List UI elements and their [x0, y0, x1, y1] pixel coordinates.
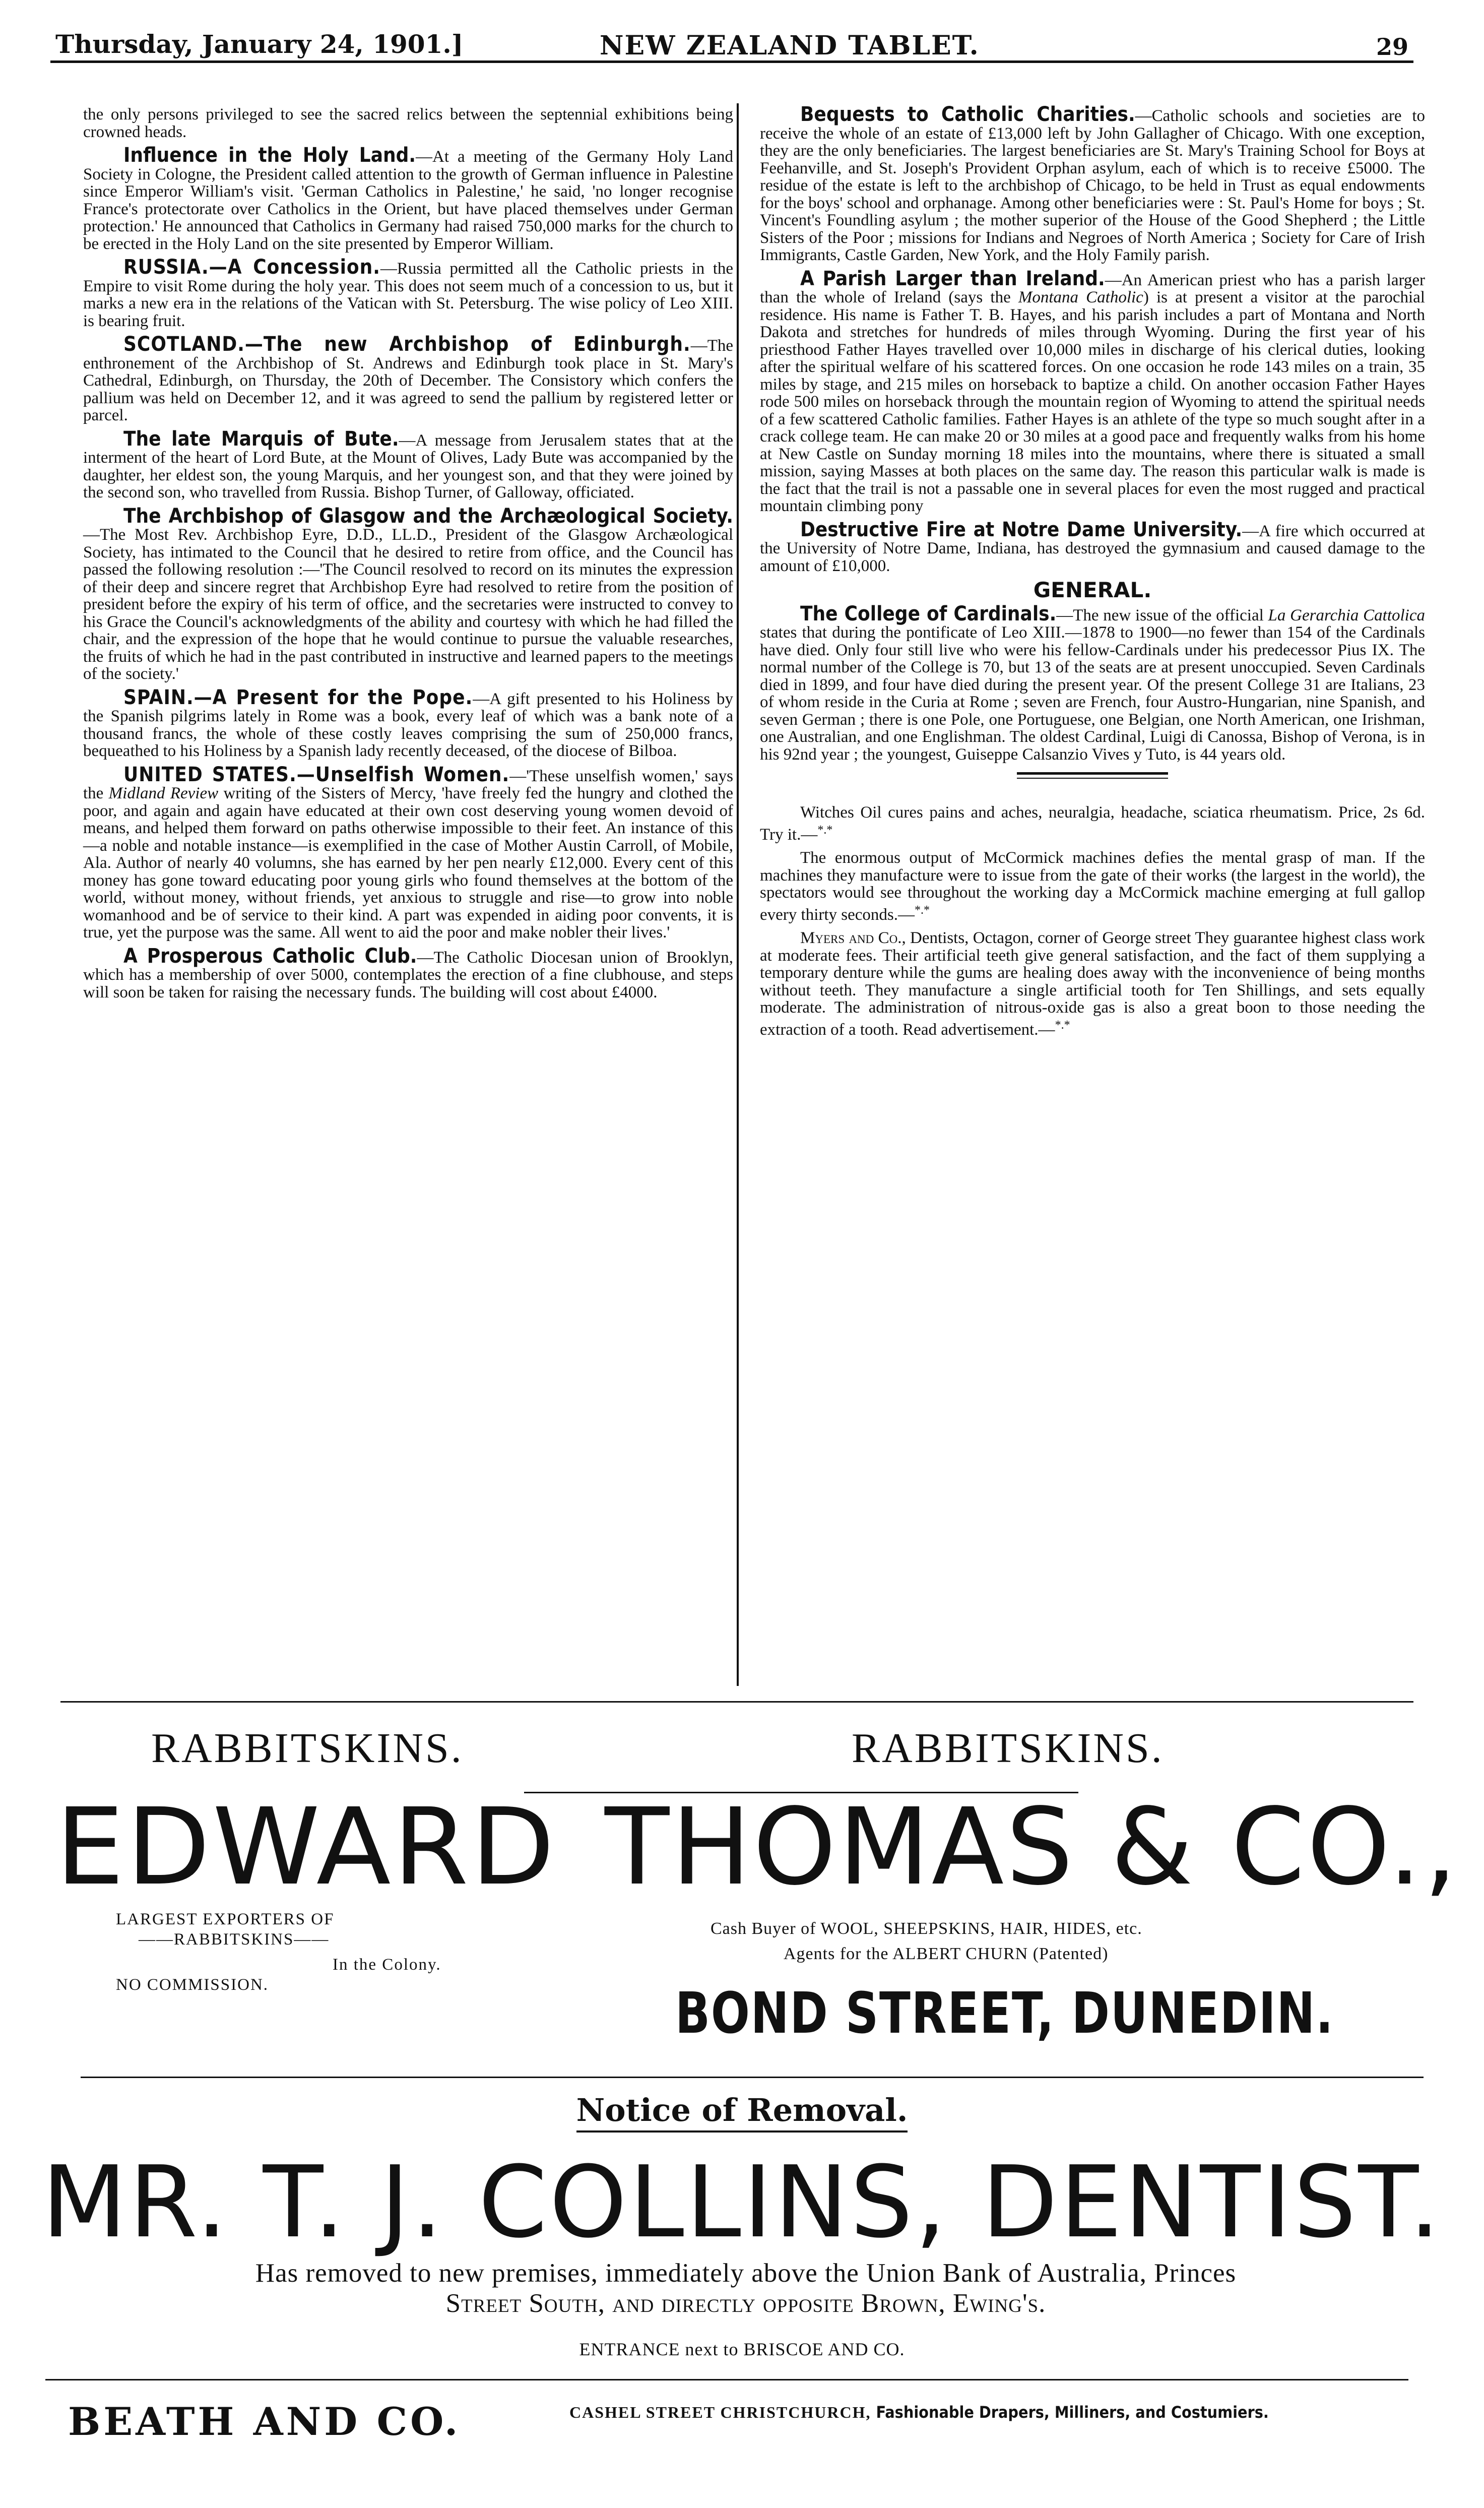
- article-bequests: Bequests to Catholic Charities.—Catholic schools and societies are to receive the whole of an estate of £13,000 left by John Gallagher of Chicago. With one exception, they are the only beneficiaries. The largest beneficiaries are St. Mary's Training School for Boys at Feehanville, and St. Joseph's Provident Orphan asylum, each of which is to receive £5000. The residue of the estate is left to the archbishop of Chicago, to be held in Trust as equal endowments for the boys' school and orphanage. Among other beneficiaries were : St. Paul's Home for boys ; St. Vincent's Foundling asylum ; the mother superior of the House of the Good Shepherd ; the Little Sisters of the Poor ; missions for Indians and Negroes of North America ; Society for Care of Irish Immigrants, Castle Garden, New York, and the Holy Family parish.: [760, 103, 1425, 264]
- advert-collins-dentist: MR. T. J. COLLINS, DENTIST.: [41, 2145, 1443, 2260]
- advert-colony: In the Colony.: [333, 1956, 441, 1974]
- page-number: 29: [1376, 33, 1408, 60]
- advert-bottom-rule: [45, 2379, 1408, 2380]
- article-marquis-bute: The late Marquis of Bute.—A message from Jerusalem states that at the interment of the heart of Lord Bute, at the Mount of Olives, Lady Bute was accompanied by the daughter, her eldest son, the young Marquis, and her youngest son, and that they were joined by the second son, who travelled from Russia. Bishop Turner, of Galloway, officiated.: [83, 427, 733, 501]
- advert-cash-buyer: Cash Buyer of WOOL, SHEEPSKINS, HAIR, HIDES, etc.: [711, 1919, 1142, 1938]
- issue-date: Thursday, January 24, 1901.]: [55, 29, 464, 59]
- article-continuation: the only persons privileged to see the sacred relics between the septennial exhibitions being crowned heads.: [83, 105, 733, 141]
- advert-notice-heading: Notice of Removal.: [0, 2092, 1484, 2128]
- advert-exporters-line2: ——RABBITSKINS——: [139, 1930, 330, 1949]
- advert-thomas-co: THOMAS & CO.,: [605, 1785, 1459, 1909]
- advert-exporters-line1: LARGEST EXPORTERS OF: [116, 1910, 335, 1928]
- advert-rule: [81, 2077, 1424, 2078]
- article-notre-dame-fire: Destructive Fire at Notre Dame University.—A fire which occurred at the University of Notre Dame, Indiana, has destroyed the gymnasium and caused damage to the amount of £10,000.: [760, 518, 1426, 575]
- advert-beath-address: CASHEL STREET CHRISTCHURCH, Fashionable Drapers, Milliners, and Costumiers.: [569, 2403, 1269, 2422]
- article-holy-land: Influence in the Holy Land.—At a meeting of the Germany Holy Land Society in Cologne, the President called attention to the growth of German influence in Palestine since Emperor William's visit. 'German Catholics in Palestine,' he said, 'no longer recognise France's protectorate over Catholics in the Orient, but have placed themselves under German protection.' He announced that Catholics in Germany had raised 750,000 marks for the church to be erected in the Holy Land on the site presented by Emperor William.: [83, 144, 733, 253]
- article-united-states: UNITED STATES.—Unselfish Women.—'These unselfish women,' says the Midland Review writing of the Sisters of Mercy, 'have freely fed the hungry and clothed the poor, and again and again have educated at their own cost deserving young women devoid of means, and helped them forward on paths otherwise impossible to their feet. An instance of this—a noble and notable instance—is exemplified in the case of Mother Austin Carroll, of Mobile, Ala. Author of nearly 40 volumns, she has earned by her pen nearly £12,000. Every cent of this money has gone toward educating poor young girls who found themselves at the bottom of the world, without money, without friends, yet anxious to struggle and rise—to grow into noble womanhood and be of service to their kind. A part was expended in aiding poor convents, it is true, yet the purpose was the same. All went to aid the poor and make nobler their lives.': [83, 763, 734, 942]
- notice-witches-oil: Witches Oil cures pains and aches, neuralgia, headache, sciatica rheumatism. Price, 2s 6d. Try it.—*.*: [760, 803, 1425, 844]
- advert-entrance: ENTRANCE next to BRISCOE AND CO.: [579, 2339, 905, 2359]
- newspaper-title: NEW ZEALAND TABLET.: [600, 30, 980, 61]
- advert-agents: Agents for the ALBERT CHURN (Patented): [784, 1945, 1109, 1963]
- article-scotland: SCOTLAND.—The new Archbishop of Edinburgh.—The enthronement of the Archbishop of St. Andrews and Edinburgh took place in St. Mary's Cathedral, Edinburgh, on Thursday, the 20th of December. The Consistory which confers the pallium was held on December 12, and it was agreed to send the pallium by registered letter or parcel.: [83, 333, 733, 424]
- advert-rabbitskins-right: RABBITSKINS.: [852, 1725, 1164, 1772]
- article-russia: RUSSIA.—A Concession.—Russia permitted all the Catholic priests in the Empire to visit Rome during the holy year. This does not seem much of a concession to us, but it marks a new era in the relations of the Vatican with St. Petersburg. The wise policy of Leo XIII. is bearing fruit.: [83, 256, 734, 330]
- section-heading-general: GENERAL.: [1033, 578, 1152, 602]
- advert-bond-street: BOND STREET, DUNEDIN.: [675, 1981, 1334, 2046]
- advert-rabbitskins-left: RABBITSKINS.: [151, 1725, 464, 1772]
- section-divider: [1017, 772, 1168, 779]
- notice-mccormick: The enormous output of McCormick machines defies the mental grasp of man. If the machines they manufacture were to issue from the gate of their works (the largest in the world), the spectators would see throughout the working day a McCormick machine emerging at full gallop every thirty seconds.—*.*: [760, 849, 1425, 924]
- right-column: [760, 103, 1426, 1044]
- article-parish-ireland: A Parish Larger than Ireland.—An American priest who has a parish larger than the whole of Ireland (says the Montana Catholic) is at present a visitor at the parochial residence. His name is Father T. B. Hayes, and his parish includes a part of Montana and North Dakota and stretches for hundreds of miles through Wyoming. During the first year of his priesthood Father Hayes travelled over 10,000 miles in discharge of his clerical duties, looking after the spiritual welfare of his scattered forces. On one occasion he rode 143 miles on a train, 35 miles by stage, and 215 miles on horseback to baptize a child. On another occasion Father Hayes rode 500 miles on horseback through the mountain region of Wyoming to attend the spiritual needs of a few scattered Catholic families. Father Hayes is an athlete of the type so much sought after in a crack college team. He can make 20 or 30 miles at a good pace and frequently walks from his home at New Castle on Sunday morning 18 miles into the mountains, where there is situated a small mission, saying Masses at both places on the same day. The reason this particular walk is made is the fact that the trail is not a passable one in several places for even the most rugged and practical mountain climbing pony: [760, 267, 1425, 515]
- article-glasgow: The Archbishop of Glasgow and the Archæological Society.—The Most Rev. Archbishop Eyre, D.D., LL.D., President of the Glasgow Archæological Society, has intimated to the Council that he desired to retire from office, and the Council has passed the following resolution :—'The Council resolved to record on its minutes the expression of their deep and sincere regret that Archbishop Eyre had resolved to retire from the position of president before the expiry of his term of office, and the secretaries were instructed to convey to his Grace the Council's acknowledgments of the ability and courtesy with which he had filled the chair, and the expression of the hope that he would continue to pursue the valuable researches, the fruits of which he had in the past contributed in instructive and learned papers to the meetings of the society.': [83, 504, 733, 683]
- advert-no-commission: NO COMMISSION.: [116, 1976, 269, 1994]
- article-spain: SPAIN.—A Present for the Pope.—A gift presented to his Holiness by the Spanish pilgrims lately in Rome was a book, every leaf of which was a bank note of a thousand francs, the whole of these costly leaves comprising the sum of 250,000 francs, bequeathed to his Holiness by a Spanish lady recently deceased, of the diocese of Bilboa.: [83, 685, 733, 760]
- advert-edward: EDWARD: [55, 1785, 557, 1909]
- advert-removal-text: Has removed to new premises, immediately above the Union Bank of Australia, Princes Street South, and directly opposite Brown, Ewing's.: [255, 2259, 1237, 2318]
- column-divider: [737, 103, 739, 1686]
- advert-beath: BEATH AND CO.: [68, 2399, 461, 2444]
- article-cardinals: The College of Cardinals.—The new issue of the official La Gerarchia Cattolica states that during the pontificate of Leo XIII.—1878 to 1900—no fewer than 154 of the Cardinals have died. Only four still live who were his fellow-Cardinals under his predecessor Pius IX. The normal number of the College is 70, but 13 of the seats are at present unoccupied. Seven Cardinals died in 1899, and four have died during the present year. Of the present College 31 are Italians, 23 of whom reside in the Curia at Rome ; seven are French, four Austro-Hungarian, nine Spanish, and seven German ; there is one Pole, one Portuguese, one Belgian, one North American, one Irishman, one Australian, and one Englishman. The oldest Cardinal, Luigi di Canossa, Bishop of Verona, is in his 92nd year ; the youngest, Guiseppe Calsanzio Vives y Tuto, is 44 years old.: [760, 602, 1425, 764]
- left-column: [83, 106, 733, 1007]
- header-rule: [50, 60, 1413, 63]
- article-catholic-club: A Prosperous Catholic Club.—The Catholic Diocesan union of Brooklyn, which has a membership of over 5000, contemplates the erection of a fine clubhouse, and steps will soon be taken for raising the necessary funds. The building will cost about £4000.: [83, 944, 733, 1001]
- advert-top-rule: [60, 1701, 1413, 1703]
- notice-myers-dentists: Myers and Co., Dentists, Octagon, corner of George street They guarantee highest class work at moderate fees. Their artificial teeth give general satisfaction, and the fact of them supplying a temporary denture while the gums are healing does away with the inconvenience of being months without teeth. They manufacture a single artificial tooth for Ten Shillings, and sets equally moderate. The administration of nitrous-oxide gas is also a great boon to those needing the extraction of a tooth. Read advertisement.—*.*: [760, 929, 1426, 1039]
